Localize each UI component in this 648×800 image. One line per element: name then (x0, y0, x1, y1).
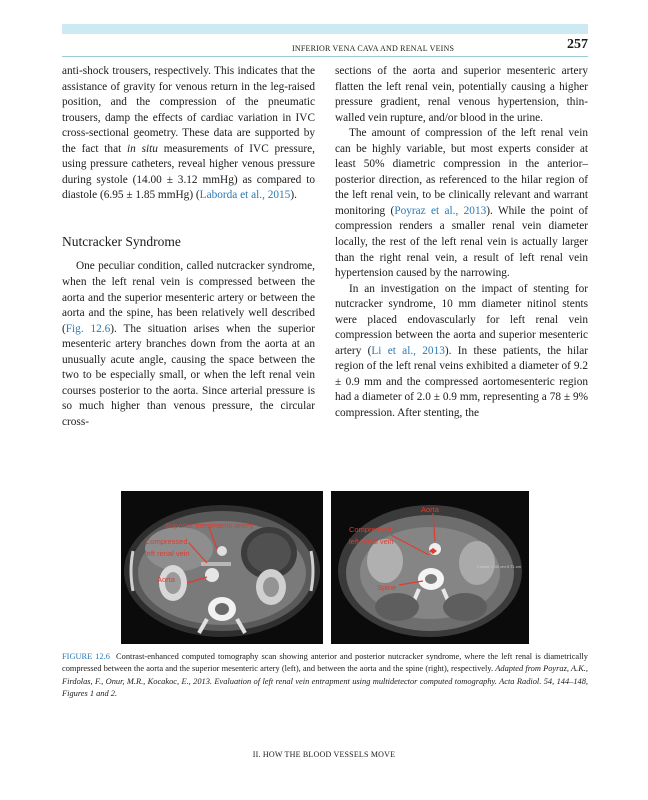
figure-reference-link[interactable]: Fig. 12.6 (65, 322, 111, 335)
label-aorta: Aorta (421, 505, 439, 514)
caption-text: Contrast-enhanced computed tomography scan showing anterior and posterior nutcracker syndrome, where the left renal is diametrically compressed between the aorta and the superior mesenteric artery (left), and between the aorta and the spine (right), respectively. (62, 652, 588, 674)
paragraph: anti-shock trousers, respectively. This indicates that the assistance of gravity for venous return in the leg-raised position, and the compression of the pneumatic trousers, damp the effects of cardiac variation in IVC cross-sectional geometry. These data are supported by the fact that in situ measurements of IVC pressure, using pressure catheters, reveal higher venous pressure during systole (14.00 ± 3.12 mmHg) as compared to diastole (6.95 ± 1.85 mmHg) (Laborda et al., 2015). (62, 65, 315, 202)
page-header (62, 36, 588, 57)
figure-caption (62, 651, 588, 701)
ct-scan-image-right (331, 491, 529, 644)
paragraph: sections of the aorta and superior mesenteric artery flatten the left renal vein, potentially causing a higher pressure gradient, renal venous hypertension, thin-walled vein rupture, and/or blood in the urine. (335, 65, 588, 124)
section-heading: Nutcracker Syndrome (62, 233, 181, 249)
label-compressed: Compressed (349, 525, 392, 534)
citation-link[interactable]: Li et al., 2013 (371, 344, 445, 357)
italic-term: in situ (127, 142, 158, 155)
label-compressed: Compressed (145, 537, 188, 546)
label-aorta: Aorta (157, 575, 175, 584)
scan-measurement-text: Lesion: 0.00 cm 0.71 cm (477, 564, 521, 569)
citation-link[interactable]: Poyraz et al., 2013 (394, 204, 487, 217)
paragraph: One peculiar condition, called nutcracker syndrome, when the left renal vein is compressed between the aorta and the superior mesenteric artery or between the aorta and the spine, has been relatively well described (Fig. 12.6). The situation arises when the superior mesenteric artery branches down from the aorta at an unusually acute angle, causing the space between the two to be especially small, or when the left renal vein courses posterior to the aorta. Since arterial pressure is so much higher than venous pressure, the circular cross- (62, 260, 315, 428)
paragraph: In an investigation on the impact of stenting for nutcracker syndrome, 10 mm diameter nitinol stents were placed endovascularly for left renal vein compression between the aorta and superior mesenteric artery (Li et al., 2013). In these patients, the hilar region of the left renal veins exhibited a diameter of 9.2 ± 0.9 mm and the compressed aortomesenteric region had a diameter of 2.0 ± 0.9 mm, representing a 78 ± 9% compression. After stenting, the (335, 282, 589, 420)
figure-label: FIGURE 12.6 (62, 652, 110, 661)
label-left-renal-vein: left renal vein (145, 549, 190, 558)
caption-source: Adapted from Poyraz, A.K., Firdolas, F., Onur, M.R., Kocakoc, E., 2013. Evaluation of left renal vein entrapment using multidetector computed tomography. Acta Radiol. 54, 144–148, Figures 1 and 2. (62, 664, 588, 699)
paragraph: The amount of compression of the left renal vein can be highly variable, but most experts consider at least 50% diametric compression in the anterior–posterior direction, as referenced to the hilar region of the left renal vein, to be clinically relevant and warrant monitoring (Poyraz et al., 2013). While the point of compression renders a smaller renal vein diameter locally, the rest of the left renal vein is actually larger than the right renal vein, a result of left renal vein hypertension caused by the narrowing. (335, 127, 589, 280)
running-head: INFERIOR VENA CAVA AND RENAL VEINS (292, 44, 455, 53)
ct-scan-left-graphic (121, 491, 323, 644)
label-superior-mesenteric-artery: Superior mesenteric artery (165, 521, 254, 530)
page-footer: II. HOW THE BLOOD VESSELS MOVE (252, 750, 396, 759)
citation-link[interactable]: Laborda et al., 2015 (199, 189, 291, 202)
right-column (335, 64, 588, 422)
ct-scan-image-left (121, 491, 323, 644)
page-number: 257 (567, 37, 588, 52)
header-bar (62, 24, 588, 34)
label-left-renal-vein: left renal vein (349, 537, 394, 546)
left-column (62, 64, 315, 430)
label-spine: Spine (377, 583, 397, 592)
